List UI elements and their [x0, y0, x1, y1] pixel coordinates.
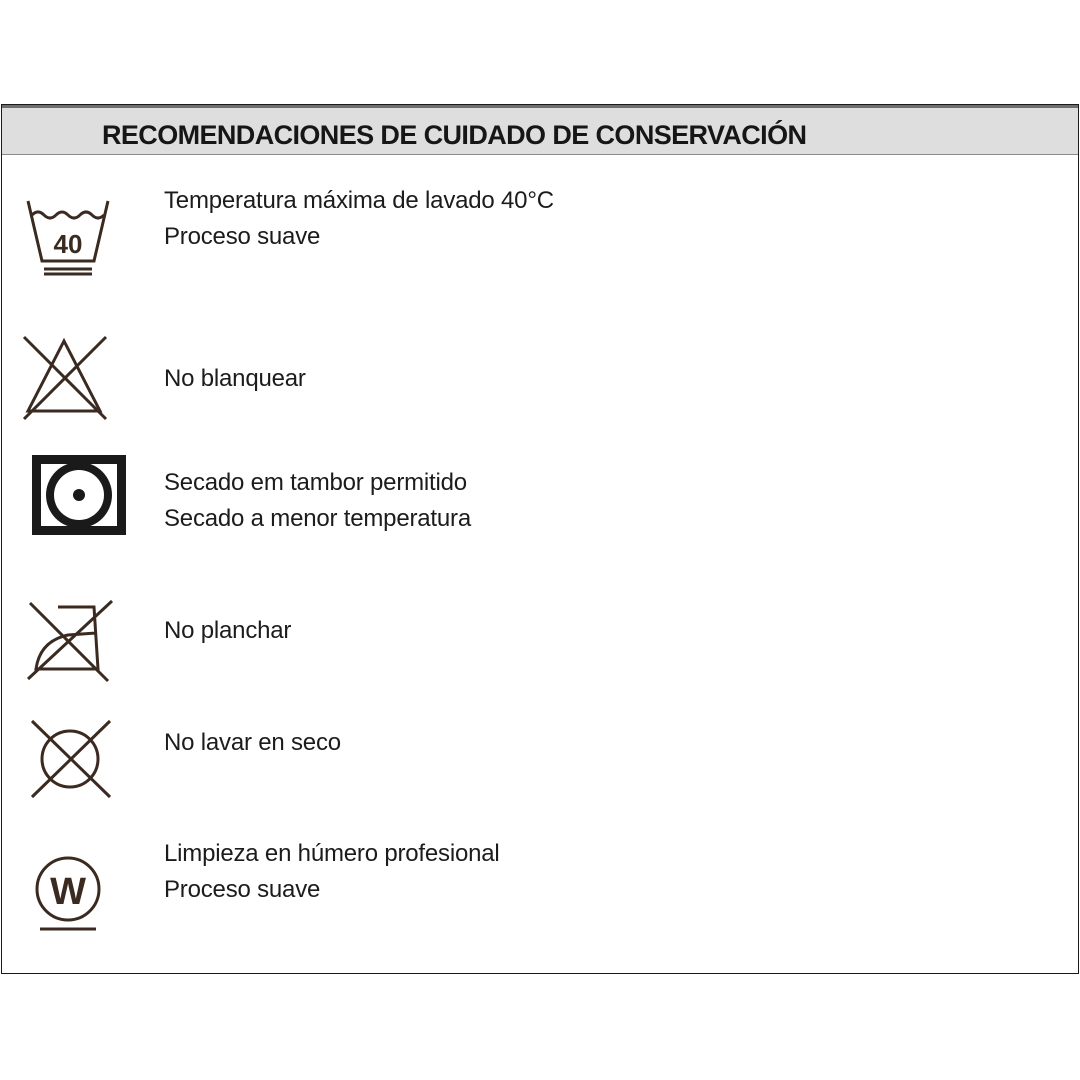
care-line: Secado a menor temperatura	[164, 505, 471, 532]
wet-clean-gentle-icon	[30, 849, 110, 935]
care-line: Secado em tambor permitido	[164, 469, 467, 496]
no-bleach-icon	[20, 333, 110, 423]
care-line: Proceso suave	[164, 223, 321, 250]
care-text-wash	[164, 183, 554, 255]
care-text-iron	[164, 613, 291, 649]
care-title: RECOMENDACIONES DE CUIDADO DE CONSERVACIÓN	[102, 120, 807, 150]
wash-40-gentle-icon	[26, 193, 112, 279]
tumble-dry-low-icon	[32, 455, 126, 535]
care-line: No lavar en seco	[164, 729, 341, 756]
svg-text:40: 40	[53, 229, 83, 259]
care-text-dryclean	[164, 725, 341, 761]
care-text-bleach	[164, 361, 306, 397]
care-line: Limpieza en húmero profesional	[164, 840, 500, 867]
care-instructions-table	[1, 104, 1079, 974]
no-dry-clean-icon	[28, 717, 114, 801]
care-line: No planchar	[164, 617, 292, 644]
care-text-wetclean	[164, 836, 500, 908]
care-header	[2, 105, 1078, 155]
care-text-dry	[164, 465, 471, 537]
care-line: Temperatura máxima de lavado 40°C	[164, 187, 554, 214]
no-iron-icon	[24, 597, 116, 683]
svg-text:W: W	[50, 871, 86, 913]
care-line: No blanquear	[164, 365, 306, 392]
care-line: Proceso suave	[164, 876, 321, 903]
